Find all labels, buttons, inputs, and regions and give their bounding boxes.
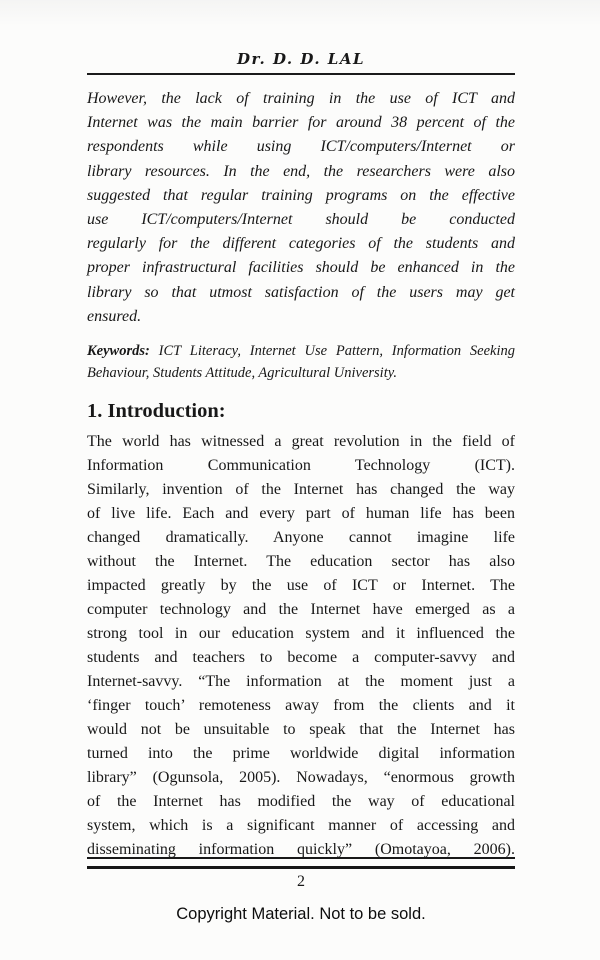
copyright-footer: Copyright Material. Not to be sold. [176, 905, 426, 924]
text-line: Internet-savvy. “The information at the moment just a [87, 673, 515, 691]
text-line: strong tool in our education system and it influenced the [87, 625, 515, 643]
keywords-line1-text: ICT Literacy, Internet Use Pattern, Information Seeking [158, 343, 515, 360]
section-heading-introduction: 1. Introduction: [87, 400, 226, 423]
text-line: Similarly, invention of the Internet has changed the way [87, 481, 515, 499]
text-line: of live life. Each and every part of human life has been [87, 505, 515, 523]
text-line: regularly for the different categories of the students and [87, 235, 515, 253]
text-line: of the Internet has modified the way of educational [87, 793, 515, 811]
page-number: 2 [297, 873, 305, 891]
keywords-line-2: Behaviour, Students Attitude, Agricultural University. [87, 365, 397, 382]
text-line: Information Communication Technology (ICT). [87, 457, 515, 475]
text-line: suggested that regular training programs on the effective [87, 186, 515, 204]
keywords-paragraph [87, 340, 515, 384]
text-line: Internet was the main barrier for around 38 percent of the [87, 114, 515, 132]
text-line: library so that utmost satisfaction of the users may get [87, 283, 515, 301]
text-line: library” (Ogunsola, 2005). Nowadays, “enormous growth [87, 769, 515, 787]
text-line: changed dramatically. Anyone cannot imagine life [87, 529, 515, 547]
page-content [87, 0, 515, 924]
abstract-lines [87, 87, 515, 305]
running-head-author: Dr. D. D. LAL [87, 50, 515, 75]
text-line: turned into the prime worldwide digital information [87, 745, 515, 763]
text-line: proper infrastructural facilities should be enhanced in the [87, 259, 515, 277]
keywords-label: Keywords: [87, 343, 150, 360]
text-line: students and teachers to become a computer-savvy and [87, 649, 515, 667]
abstract-last-line: ensured. [87, 307, 142, 325]
text-line: The world has witnessed a great revolution in the field of [87, 433, 515, 451]
text-line: respondents while using ICT/computers/Internet or [87, 138, 515, 156]
bottom-rule [87, 866, 515, 869]
body-paragraph [87, 430, 515, 862]
text-line: without the Internet. The education sector has also [87, 553, 515, 571]
text-line: system, which is a significant manner of accessing and [87, 817, 515, 835]
text-line: ‘finger touch’ remoteness away from the clients and it [87, 697, 515, 715]
text-line: library resources. In the end, the researchers were also [87, 162, 515, 180]
text-line: However, the lack of training in the use of ICT and [87, 90, 515, 107]
text-line: computer technology and the Internet have emerged as a [87, 601, 515, 619]
body-underlined-line: disseminating information quickly” (Omotayoa, 2006). [87, 841, 515, 859]
body-lines [87, 430, 515, 838]
text-line: would not be unsuitable to speak that the Internet has [87, 721, 515, 739]
abstract-paragraph [87, 87, 515, 329]
keywords-line-1 [87, 340, 515, 362]
text-line: use ICT/computers/Internet should be conducted [87, 211, 515, 229]
text-line: impacted greatly by the use of ICT or Internet. The [87, 577, 515, 595]
